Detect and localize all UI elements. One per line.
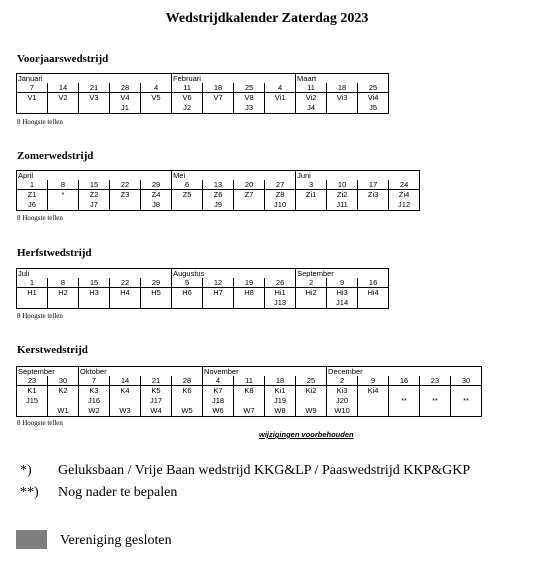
match-cell: J9 <box>203 200 234 211</box>
match-cell: J12 <box>389 200 420 211</box>
match-cell: J13 <box>265 298 296 309</box>
date-cell: 8 <box>48 278 79 288</box>
match-cell <box>48 298 79 309</box>
match-cell: W10 <box>327 406 358 417</box>
date-cell: 7 <box>17 83 48 93</box>
page-title: Wedstrijdkalender Zaterdag 2023 <box>165 11 369 26</box>
match-cell <box>141 298 172 309</box>
note-herfst: 8 Hoogste tellen <box>17 312 63 320</box>
match-cell: J4 <box>296 103 327 114</box>
match-cell: H8 <box>234 288 265 299</box>
match-cell: H7 <box>203 288 234 299</box>
calendar-kerst <box>16 366 482 417</box>
match-cell <box>358 396 389 406</box>
match-cell <box>17 406 48 417</box>
match-cell: W9 <box>296 406 327 417</box>
match-cell: J11 <box>327 200 358 211</box>
date-cell: 9 <box>358 376 389 386</box>
match-cell: Vi3 <box>327 93 358 104</box>
date-cell: 18 <box>203 83 234 93</box>
date-cell: 7 <box>79 376 110 386</box>
date-cell: 11 <box>234 376 265 386</box>
match-cell <box>141 103 172 114</box>
match-cell: Z8 <box>265 190 296 201</box>
match-cell: Zi4 <box>389 190 420 201</box>
match-cell: J1 <box>110 103 141 114</box>
match-cell: V3 <box>79 93 110 104</box>
date-cell: 1 <box>17 278 48 288</box>
date-cell: 8 <box>48 180 79 190</box>
date-cell: 21 <box>79 83 110 93</box>
match-cell: V7 <box>203 93 234 104</box>
match-cell: ** <box>420 396 451 406</box>
month-label: Oktober <box>79 367 203 377</box>
match-cell <box>451 386 482 397</box>
match-cell <box>17 298 48 309</box>
date-cell: 16 <box>389 376 420 386</box>
match-cell: K2 <box>48 386 79 397</box>
match-cell: J18 <box>203 396 234 406</box>
date-cell: 26 <box>265 278 296 288</box>
match-cell <box>327 103 358 114</box>
match-cell: H2 <box>48 288 79 299</box>
match-cell: J5 <box>358 103 389 114</box>
date-cell: 29 <box>141 278 172 288</box>
date-cell: 18 <box>265 376 296 386</box>
date-cell: 23 <box>17 376 48 386</box>
match-cell <box>172 298 203 309</box>
match-cell: V8 <box>234 93 265 104</box>
date-cell: 4 <box>203 376 234 386</box>
legend-text: Nog nader te bepalen <box>58 485 178 500</box>
match-cell <box>420 386 451 397</box>
match-cell: J15 <box>17 396 48 406</box>
date-cell: 4 <box>141 83 172 93</box>
date-cell: 14 <box>110 376 141 386</box>
match-cell: J10 <box>265 200 296 211</box>
match-cell: Hi4 <box>358 288 389 299</box>
closed-swatch <box>16 530 47 549</box>
match-cell <box>265 103 296 114</box>
date-cell: 20 <box>234 180 265 190</box>
month-label: Juli <box>17 269 172 279</box>
match-cell: W6 <box>203 406 234 417</box>
match-cell: W4 <box>141 406 172 417</box>
legend-symbol: *) <box>20 463 32 478</box>
match-cell: Hi1 <box>265 288 296 299</box>
match-cell: K1 <box>17 386 48 397</box>
match-cell <box>389 406 420 417</box>
match-cell <box>172 396 203 406</box>
match-cell <box>234 200 265 211</box>
match-cell <box>296 298 327 309</box>
month-label: Februari <box>172 74 296 84</box>
match-cell: J7 <box>79 200 110 211</box>
month-label: September <box>17 367 79 377</box>
match-cell: Vi1 <box>265 93 296 104</box>
date-cell: 15 <box>79 278 110 288</box>
date-cell: 3 <box>296 180 327 190</box>
date-cell: 23 <box>420 376 451 386</box>
date-cell: 21 <box>141 376 172 386</box>
month-label: Juni <box>296 171 420 181</box>
calendar-herfst <box>16 268 389 309</box>
match-cell: W3 <box>110 406 141 417</box>
date-cell: 12 <box>203 278 234 288</box>
legend-symbol: **) <box>20 485 39 500</box>
date-cell: 11 <box>296 83 327 93</box>
match-cell: Z7 <box>234 190 265 201</box>
date-cell: 13 <box>203 180 234 190</box>
match-cell <box>79 298 110 309</box>
date-cell: 24 <box>389 180 420 190</box>
date-cell: 29 <box>141 180 172 190</box>
match-cell <box>48 200 79 211</box>
note-kerst: 8 Hoogste tellen <box>17 419 63 427</box>
match-cell: Ki2 <box>296 386 327 397</box>
legend-text: Geluksbaan / Vrije Baan wedstrijd KKG&LP / Paaswedstrijd KKP&GKP <box>58 463 471 478</box>
reserved-notice: wijzigingen voorbehouden <box>259 430 354 439</box>
note-voorjaar: 8 Hoogste tellen <box>17 118 63 126</box>
match-cell: H1 <box>17 288 48 299</box>
month-label: Maart <box>296 74 389 84</box>
legend-item-double-asterisk <box>20 485 177 501</box>
match-cell <box>389 386 420 397</box>
date-cell: 27 <box>265 180 296 190</box>
match-cell <box>110 200 141 211</box>
date-cell: 22 <box>110 180 141 190</box>
section-title-kerst: Kerstwedstrijd <box>17 344 88 356</box>
match-cell: J16 <box>79 396 110 406</box>
match-cell: W1 <box>48 406 79 417</box>
match-cell: J14 <box>327 298 358 309</box>
match-cell <box>172 200 203 211</box>
match-cell: Hi3 <box>327 288 358 299</box>
match-cell: Z1 <box>17 190 48 201</box>
month-label: Augustus <box>172 269 296 279</box>
date-cell: 2 <box>327 376 358 386</box>
match-cell <box>17 103 48 114</box>
date-cell: 18 <box>327 83 358 93</box>
section-title-zomer: Zomerwedstrijd <box>17 150 94 162</box>
date-cell: 28 <box>172 376 203 386</box>
date-cell: 30 <box>48 376 79 386</box>
month-label: November <box>203 367 327 377</box>
match-cell <box>110 396 141 406</box>
match-cell <box>420 406 451 417</box>
match-cell: Z4 <box>141 190 172 201</box>
date-cell: 1 <box>17 180 48 190</box>
date-cell: 4 <box>265 83 296 93</box>
date-cell: 25 <box>296 376 327 386</box>
match-cell: Zi1 <box>296 190 327 201</box>
match-cell: Z5 <box>172 190 203 201</box>
match-cell: W8 <box>265 406 296 417</box>
match-cell: Z3 <box>110 190 141 201</box>
match-cell: H4 <box>110 288 141 299</box>
match-cell: J8 <box>141 200 172 211</box>
match-cell <box>451 406 482 417</box>
match-cell: Zi3 <box>358 190 389 201</box>
section-title-voorjaar: Voorjaarswedstrijd <box>17 53 109 65</box>
match-cell: Ki4 <box>358 386 389 397</box>
match-cell <box>234 298 265 309</box>
date-cell: 15 <box>79 180 110 190</box>
section-title-herfst: Herfstwedstrijd <box>17 247 92 259</box>
match-cell: * <box>48 190 79 201</box>
match-cell: Zi2 <box>327 190 358 201</box>
match-cell: K6 <box>172 386 203 397</box>
match-cell: Hi2 <box>296 288 327 299</box>
match-cell <box>296 396 327 406</box>
match-cell <box>358 298 389 309</box>
match-cell: Ki3 <box>327 386 358 397</box>
match-cell: H5 <box>141 288 172 299</box>
match-cell: K8 <box>234 386 265 397</box>
match-cell: J2 <box>172 103 203 114</box>
match-cell: Vi2 <box>296 93 327 104</box>
calendar-zomer <box>16 170 420 211</box>
match-cell: K7 <box>203 386 234 397</box>
match-cell: K5 <box>141 386 172 397</box>
match-cell: J17 <box>141 396 172 406</box>
date-cell: 14 <box>48 83 79 93</box>
date-cell: 25 <box>358 83 389 93</box>
match-cell <box>110 298 141 309</box>
match-cell: W2 <box>79 406 110 417</box>
match-cell <box>79 103 110 114</box>
match-cell: H6 <box>172 288 203 299</box>
match-cell <box>358 200 389 211</box>
note-zomer: 8 Hoogste tellen <box>17 214 63 222</box>
match-cell: Z2 <box>79 190 110 201</box>
date-cell: 10 <box>327 180 358 190</box>
closed-label: Vereniging gesloten <box>60 533 172 548</box>
match-cell: K3 <box>79 386 110 397</box>
match-cell: J6 <box>17 200 48 211</box>
date-cell: 11 <box>172 83 203 93</box>
date-cell: 9 <box>327 278 358 288</box>
date-cell: 2 <box>296 278 327 288</box>
month-label: September <box>296 269 389 279</box>
match-cell: V2 <box>48 93 79 104</box>
match-cell <box>48 396 79 406</box>
match-cell: V6 <box>172 93 203 104</box>
match-cell: H3 <box>79 288 110 299</box>
match-cell: V5 <box>141 93 172 104</box>
match-cell: Vi4 <box>358 93 389 104</box>
match-cell: Z6 <box>203 190 234 201</box>
legend-item-asterisk <box>20 463 470 479</box>
match-cell <box>48 103 79 114</box>
match-cell: V1 <box>17 93 48 104</box>
match-cell <box>203 298 234 309</box>
match-cell: V4 <box>110 93 141 104</box>
match-cell <box>234 396 265 406</box>
match-cell <box>203 103 234 114</box>
match-cell: J20 <box>327 396 358 406</box>
match-cell: ** <box>451 396 482 406</box>
match-cell <box>358 406 389 417</box>
month-label: April <box>17 171 172 181</box>
date-cell: 28 <box>110 83 141 93</box>
match-cell: W7 <box>234 406 265 417</box>
month-label: Mei <box>172 171 296 181</box>
calendar-voorjaar <box>16 73 389 114</box>
match-cell: Ki1 <box>265 386 296 397</box>
date-cell: 16 <box>358 278 389 288</box>
match-cell: J19 <box>265 396 296 406</box>
match-cell: K4 <box>110 386 141 397</box>
date-cell: 19 <box>234 278 265 288</box>
match-cell: ** <box>389 396 420 406</box>
match-cell: W5 <box>172 406 203 417</box>
date-cell: 6 <box>172 180 203 190</box>
month-label: December <box>327 367 482 377</box>
date-cell: 5 <box>172 278 203 288</box>
date-cell: 30 <box>451 376 482 386</box>
match-cell <box>296 200 327 211</box>
date-cell: 25 <box>234 83 265 93</box>
date-cell: 17 <box>358 180 389 190</box>
match-cell: J3 <box>234 103 265 114</box>
date-cell: 22 <box>110 278 141 288</box>
month-label: Januari <box>17 74 172 84</box>
